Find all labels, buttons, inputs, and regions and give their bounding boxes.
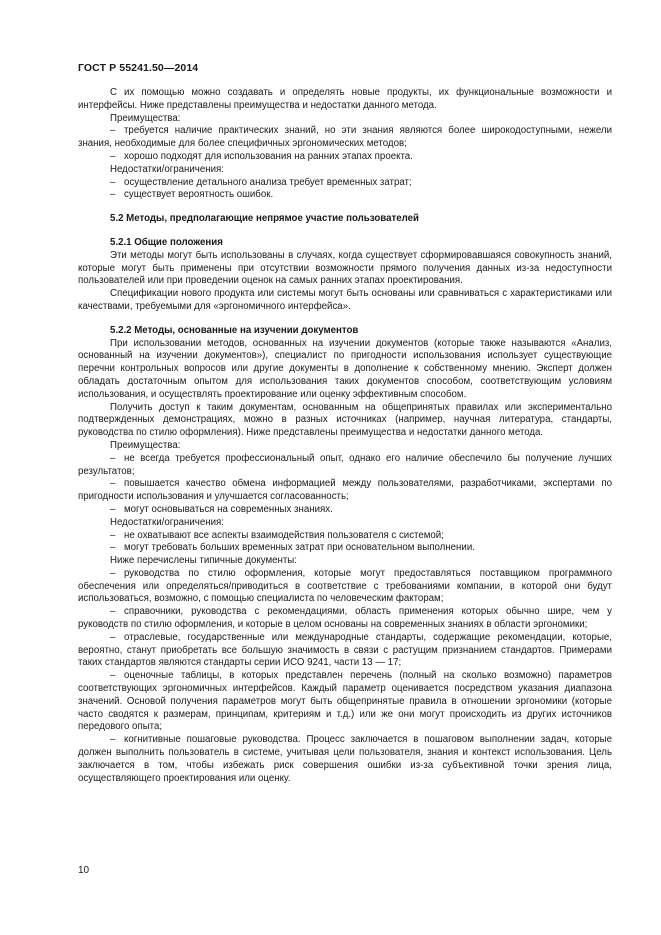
list-item-text: оценочные таблицы, в которых представлен перечень (полный на сколько возможно) параметров соответствующих эргономичных интерфейсов. Каждый параметр оценивается посредством указания диапазона значений. Основой получения параметров могут быть общепринятые правила в отношении эргономики (которые часто сводятся к размерам, принципам, критериям и т.д.) или же они могут происходить из других источников передового опыта; bbox=[78, 670, 612, 733]
section-spacer bbox=[78, 226, 612, 237]
dash-marker: – bbox=[110, 529, 116, 541]
dash-marker: – bbox=[110, 631, 116, 643]
list-item bbox=[78, 177, 612, 190]
list-item-text: не всегда требуется профессиональный опыт, однако его наличие обеспечило бы получение лучших результатов; bbox=[78, 452, 612, 477]
list-item bbox=[78, 530, 612, 543]
list-item-text: могут требовать больших временных затрат при основательном выполнении. bbox=[124, 542, 475, 554]
list-item-text: руководства по стилю оформления, которые могут предоставляться поставщиком программного обеспечения или определяться/приводиться в соответствие с требованиями компании, в которой они будут использоваться, возможно, с помощью специалиста по человеческим факторам; bbox=[78, 567, 612, 605]
list-item bbox=[78, 504, 612, 517]
list-item bbox=[78, 151, 612, 164]
list-item-text: отраслевые, государственные или международные стандарты, содержащие рекомендации, которые, вероятно, станут приобретать все большую значимость в связи с растущим признанием стандартов. Примерами таких стандартов являются стандарты серии ИСО 9241, части 13 — 17; bbox=[78, 631, 612, 669]
dash-marker: – bbox=[110, 189, 116, 201]
list-intro: Недостатки/ограничения: bbox=[110, 163, 224, 175]
list-item-text: когнитивные пошаговые руководства. Процесс заключается в пошаговом выполнении задач, которые должен выполнить пользователь в системе, учитывая цели пользователя, знания и контекст использования. Цель заключается в том, чтобы избежать риск совершения ошибки из-за субъективной точки зрения лица, осуществляющего проектирования или оценку. bbox=[78, 734, 612, 784]
list-intro: Недостатки/ограничения: bbox=[110, 516, 224, 528]
list-item-text: хорошо подходят для использования на ранних этапах проекта. bbox=[124, 150, 413, 162]
list-item-text: существует вероятность ошибок. bbox=[124, 189, 274, 201]
list-item bbox=[78, 453, 612, 479]
section-heading: 5.2.1 Общие положения bbox=[110, 236, 223, 248]
dash-marker: – bbox=[110, 150, 116, 162]
paragraph: С их помощью можно создавать и определять новые продукты, их функциональные возможности и интерфейсы. Ниже представлены преимущества и недостатки данного метода. bbox=[78, 87, 612, 111]
dash-marker: – bbox=[110, 478, 116, 490]
dash-marker: – bbox=[110, 670, 116, 682]
section-heading: 5.2 Методы, предполагающие непрямое участие пользователей bbox=[110, 213, 419, 225]
document-body bbox=[78, 87, 612, 785]
list-item-text: повышается качество обмена информацией между пользователями, разработчиками, экспертами по пригодности использования и улучшается согласованность; bbox=[78, 478, 612, 503]
paragraph: Получить доступ к таким документам, основанным на общепринятых правилах или экспериментально подтвержденных демонстрациях, можно в разных источниках (например, научная литература, стандарты, руководства по стилю оформления). Ниже представлены преимущества и недостатки данного метода. bbox=[78, 401, 612, 439]
section-spacer bbox=[78, 202, 612, 213]
dash-marker: – bbox=[110, 734, 116, 746]
dash-marker: – bbox=[110, 503, 116, 515]
dash-marker: – bbox=[110, 567, 116, 579]
paragraph: Спецификации нового продукта или системы могут быть основаны или сравниваться с характеристиками или качествами, требуемыми для «эргономичного интерфейса». bbox=[78, 288, 612, 312]
list-item bbox=[78, 606, 612, 632]
list-intro: Преимущества: bbox=[110, 439, 181, 451]
list-item bbox=[78, 189, 612, 202]
dash-marker: – bbox=[110, 606, 116, 618]
list-item bbox=[78, 670, 612, 734]
list-item bbox=[78, 632, 612, 670]
dash-marker: – bbox=[110, 125, 116, 137]
list-item bbox=[78, 125, 612, 151]
dash-marker: – bbox=[110, 452, 116, 464]
paragraph: При использовании методов, основанных на изучении документов (которые также называются «Анализ, основанный на изучении документов»), специалист по пригодности использования использует существующие перечни контрольных вопросов или другие документы в дополнение к собственному мнению. Эксперт должен обладать достаточным опытом для использования таких документов способом, соответствующим условиям использования, и осуществлять проектирование или оценку эффективным способом. bbox=[78, 337, 612, 400]
list-item bbox=[78, 734, 612, 785]
list-item-text: могут основываться на современных знаниях. bbox=[124, 503, 333, 515]
list-item-text: осуществление детального анализа требует временных затрат; bbox=[124, 176, 412, 188]
paragraph: Эти методы могут быть использованы в случаях, когда существует сформировавшаяся совокупность знаний, которые могут быть применены при отсутствии возможности прямого получения данных из-за недоступности пользователей или при проведении оценок на самых ранних этапах проектирования. bbox=[78, 249, 612, 287]
list-item-text: требуется наличие практических знаний, но эти знания являются более широкодоступными, нежели знания, необходимые для более специфичных эргономических методов; bbox=[78, 125, 612, 150]
list-item bbox=[78, 568, 612, 606]
list-item-text: не охватывают все аспекты взаимодействия пользователя с системой; bbox=[124, 529, 444, 541]
list-intro: Ниже перечислены типичные документы: bbox=[110, 555, 297, 567]
list-item-text: справочники, руководства с рекомендациями, область применения которых обычно шире, чем у руководств по стилю оформления, и которые в целом основаны на современных знаниях в области эргономики; bbox=[78, 606, 612, 631]
list-item bbox=[78, 478, 612, 504]
list-intro: Преимущества: bbox=[110, 112, 181, 124]
document-header: ГОСТ Р 55241.50—2014 bbox=[78, 62, 199, 74]
section-spacer bbox=[78, 314, 612, 325]
dash-marker: – bbox=[110, 176, 116, 188]
dash-marker: – bbox=[110, 542, 116, 554]
list-item bbox=[78, 542, 612, 555]
section-heading: 5.2.2 Методы, основанные на изучении документов bbox=[110, 324, 359, 336]
page-number: 10 bbox=[78, 865, 90, 876]
